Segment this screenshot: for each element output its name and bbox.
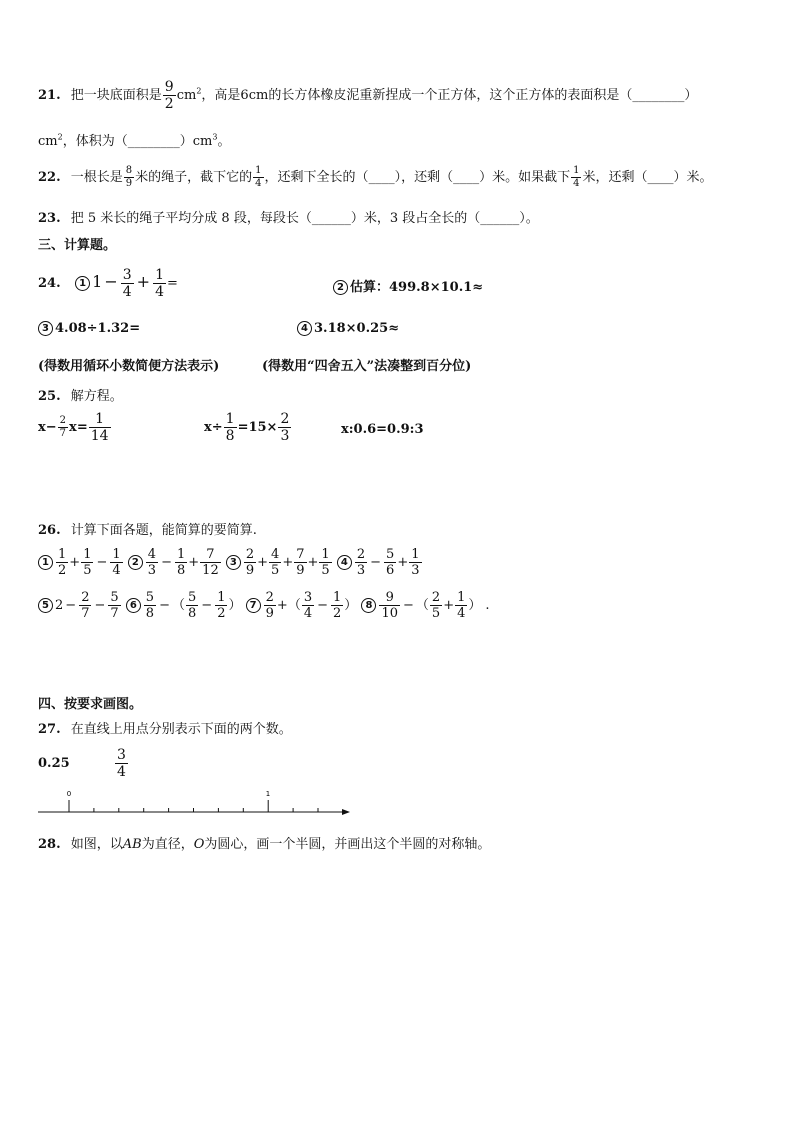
circled-number: 7 [246, 598, 261, 613]
circled-number: 3 [38, 321, 53, 336]
fraction: $\frac{1}{3}$ [411, 547, 420, 578]
circled-number: 1 [38, 555, 53, 570]
question-number: 21. [38, 88, 61, 103]
fraction: $\frac{2}{7}$ [81, 590, 90, 621]
fraction: $\frac{1}{5}$ [321, 547, 330, 578]
circled-number: 6 [126, 598, 141, 613]
question-24-part-2: 2 估算：499.8×10.1≈ [333, 276, 483, 295]
question-24-part-4: 4 3.18×0.25≈ [297, 321, 399, 336]
question-number: 22. [38, 170, 61, 185]
number-line-ticks [69, 800, 318, 812]
fraction: $\frac{1}{4}$ [457, 590, 466, 621]
equation-3: x:0.6=0.9:3 [341, 422, 424, 437]
note: (得数用循环小数简便方法表示) [38, 359, 220, 374]
question-text: 在直线上用点分别表示下面的两个数。 [70, 722, 292, 737]
question-text: 计算下面各题，能简算的要简算. [70, 523, 257, 538]
section-heading: 三、计算题。 [38, 238, 117, 253]
fraction: $\frac{7}{12}$ [202, 547, 219, 578]
fraction: $\frac{1}{2}$ [333, 590, 342, 621]
fraction: $\frac{2}{3}$ [356, 547, 366, 578]
value-fraction [114, 748, 129, 779]
fraction: $\frac{8}{9}$ [125, 165, 133, 189]
circled-number: 8 [361, 598, 376, 613]
fraction: $\frac{2}{5}$ [431, 590, 441, 621]
value-decimal: 0.25 [38, 756, 70, 771]
question-25 [38, 385, 123, 404]
question-26-row-2: 5 2 − $\frac{2}{7}$ − $\frac{5}{7}$ 6 $\frac{5}{8}$ − （ $\frac{5}{8}$ − $\frac{1}{2}$ ） 7 $\frac{2}{9}$ +（ $\frac{3}{4}$ − $\frac{1}{2}$ ） 8 $\frac{9}{10}$ − （ $\frac{2}{5}$ + $\frac{1}{4}$ ） . [38, 591, 490, 620]
circled-number: 4 [297, 321, 312, 336]
fraction: $\frac{5}{7}$ [110, 590, 119, 621]
question-24: 24. 1 1 − $\frac{3}{4}$ + $\frac{1}{4}$ = [38, 267, 178, 300]
circled-number: 2 [333, 280, 348, 295]
tick-label-1: 1 [265, 790, 271, 798]
equation-1: x− $\frac{2}{7}$ x= $\frac{1}{14}$ [38, 411, 109, 444]
question-24-part-3: 3 4.08÷1.32= [38, 321, 140, 336]
label-o: O [193, 837, 205, 852]
label-ab: AB [122, 837, 142, 852]
fraction: $\frac{4}{5}$ [271, 547, 280, 578]
circled-number: 4 [337, 555, 352, 570]
fraction: $\frac{2}{9}$ [245, 547, 255, 578]
answer-blank[interactable]: ________ [632, 88, 685, 103]
fraction: $\frac{1}{5}$ [83, 547, 92, 578]
fraction: $\frac{9}{10}$ [381, 590, 398, 621]
answer-blank[interactable]: ____ [647, 170, 674, 185]
question-27 [38, 718, 292, 737]
fraction: $\frac{7}{9}$ [296, 547, 305, 578]
question-number: 24. [38, 276, 61, 291]
question-21: 21. 把一块底面积是 $\frac{9}{2}$ $cm^2$，高是6cm的长方体橡皮泥重新捏成一个正方体，这个正方体的表面积是（________） [38, 79, 698, 112]
fraction: $\frac{1}{8}$ [225, 411, 235, 444]
arrow-head-icon [342, 809, 350, 815]
fraction: $\frac{1}{8}$ [176, 547, 186, 578]
fraction: $\frac{3}{4}$ [303, 590, 313, 621]
note: (得数用“四舍五入”法凑整到百分位) [262, 359, 472, 374]
fraction: $\frac{1}{2}$ [217, 590, 226, 621]
fraction: $\frac{2}{7}$ [59, 415, 67, 439]
section-heading: 四、按要求画图。 [38, 697, 143, 712]
tick-label-0: 0 [66, 790, 72, 798]
circled-number: 2 [128, 555, 143, 570]
fraction: $\frac{9}{2}$ [164, 79, 174, 112]
answer-blank[interactable]: ____ [368, 170, 395, 185]
fraction: $\frac{1}{4}$ [255, 165, 262, 189]
fraction: $\frac{1}{14}$ [90, 411, 109, 444]
question-number: 28. [38, 837, 61, 852]
question-text: 解方程。 [70, 389, 123, 404]
fraction: $\frac{2}{3}$ [280, 411, 290, 444]
answer-blank[interactable]: ____ [453, 170, 480, 185]
fraction: $\frac{4}{3}$ [147, 547, 157, 578]
question-23 [38, 207, 539, 226]
fraction: $\frac{1}{2}$ [58, 547, 67, 578]
question-26-row-1: 1 $\frac{1}{2}$ + $\frac{1}{5}$ − $\frac{1}{4}$ 2 $\frac{4}{3}$ − $\frac{1}{8}$ + $\frac{7}{12}$ 3 $\frac{2}{9}$ + $\frac{4}{5}$ + $\frac{7}{9}$ + $\frac{1}{5}$ 4 $\frac{2}{3}$ − $\frac{5}{6}$ + $\frac{1}{3}$ [38, 548, 423, 577]
fraction: $\frac{5}{8}$ [145, 590, 155, 621]
question-21-cont: $cm^2$，体积为$(\_\_\_\_\_\_\_\_)cm^3$。 [38, 132, 231, 149]
question-number: 23. [38, 211, 61, 226]
question-number: 25. [38, 389, 61, 404]
fraction: $\frac{1}{4}$ [155, 267, 164, 300]
fraction: $\frac{2}{9}$ [265, 590, 274, 621]
unit: cm [176, 88, 197, 103]
fraction: $\frac{3}{4}$ [122, 267, 132, 300]
question-number: 26. [38, 523, 61, 538]
fraction: $\frac{5}{8}$ [188, 590, 197, 621]
question-number: 27. [38, 722, 61, 737]
fraction: $\frac{1}{4}$ [112, 547, 121, 578]
fraction: $\frac{5}{6}$ [386, 547, 395, 578]
circled-number: 5 [38, 598, 53, 613]
circled-number: 1 [75, 276, 90, 291]
number-line[interactable] [30, 784, 360, 824]
question-28: 28. 如图，以AB为直径，O为圆心，画一个半圆，并画出这个半圆的对称轴。 [38, 837, 491, 852]
question-26 [38, 519, 257, 538]
equation-2: x÷ $\frac{1}{8}$ =15× $\frac{2}{3}$ [204, 411, 290, 444]
question-text: 把 5 米长的绳子平均分成 8 段，每段长（______）米，3 段占全长的（______）。 [70, 211, 539, 226]
fraction: $\frac{3}{4}$ [117, 747, 126, 780]
question-text: 把一块底面积是 [70, 88, 162, 103]
circled-number: 3 [226, 555, 241, 570]
answer-blank[interactable]: ________ [127, 134, 180, 149]
fraction: $\frac{1}{4}$ [573, 165, 580, 189]
question-22: 22. 一根长是 $\frac{8}{9}$ 米的绳子，截下它的 $\frac{1}{4}$ ，还剩下全长的（____），还剩（____）米。如果截下 $\frac{1}{4}$ 米，还剩（____）米。 [38, 165, 713, 189]
